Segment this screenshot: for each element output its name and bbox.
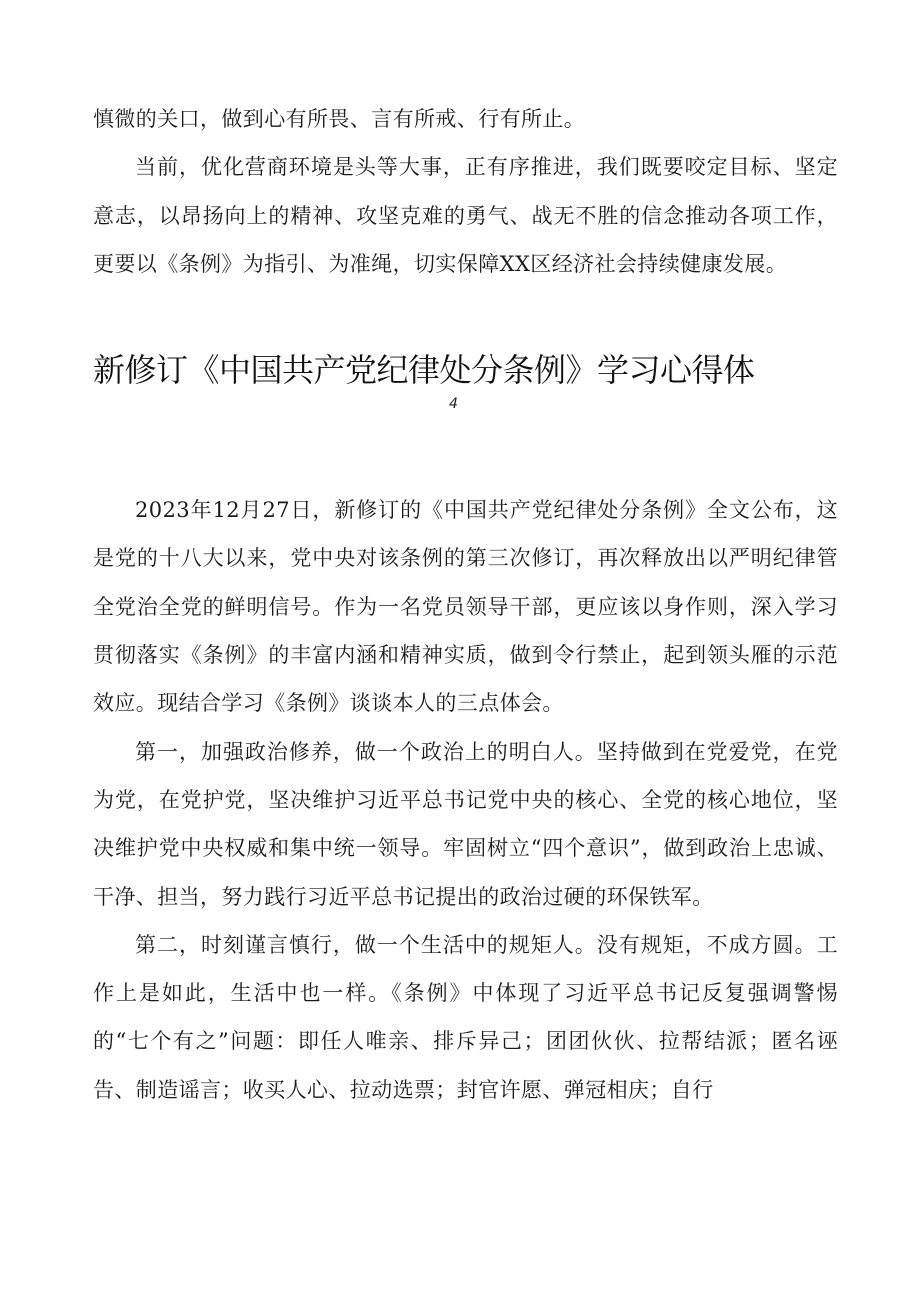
section-heading (93, 348, 838, 414)
paragraph-business-environment: 当前，优化营商环境是头等大事，正有序推进，我们既要咬定目标、坚定意志，以昂扬向上的精神、攻坚克难的勇气、战无不胜的信念推动各项工作，更要以《条例》为指引、为准绳，切实保障XX区经济社会持续健康发展。 (93, 155, 838, 276)
document-page (93, 95, 838, 1114)
paragraph-intro: 2023年12月27日，新修订的《中国共产党纪律处分条例》全文公布，这是党的十八大以来，党中央对该条例的第三次修订，再次释放出以严明纪律管全党治全党的鲜明信号。作为一名党员领导干部，更应该以身作则，深入学习贯彻落实《条例》的丰富内涵和精神实质，做到令行禁止，起到领头雁的示范效应。现结合学习《条例》谈谈本人的三点体会。 (93, 498, 838, 716)
paragraph-point-one: 第一，加强政治修养，做一个政治上的明白人。坚持做到在党爱党，在党为党，在党护党，坚决维护习近平总书记党中央的核心、全党的核心地位，坚决维护党中央权威和集中统一领导。牢固树立“四个意识”，做到政治上忠诚、干净、担当，努力践行习近平总书记提出的政治过硬的环保铁军。 (93, 739, 838, 909)
paragraph-point-two: 第二，时刻谨言慎行，做一个生活中的规矩人。没有规矩，不成方圆。工作上是如此，生活中也一样。《条例》中体现了习近平总书记反复强调警惕的“七个有之”问题：即任人唯亲、排斥异己；团团伙伙、拉帮结派；匿名诬告、制造谣言；收买人心、拉动选票；封官许愿、弹冠相庆；自行 (93, 932, 838, 1102)
heading-spacer (93, 414, 838, 486)
paragraph-continuation: 慎微的关口，做到心有所畏、言有所戒、行有所止。 (93, 107, 586, 131)
section-title: 新修订《中国共产党纪律处分条例》学习心得体 (93, 351, 755, 390)
title-number: 4 (449, 396, 458, 413)
